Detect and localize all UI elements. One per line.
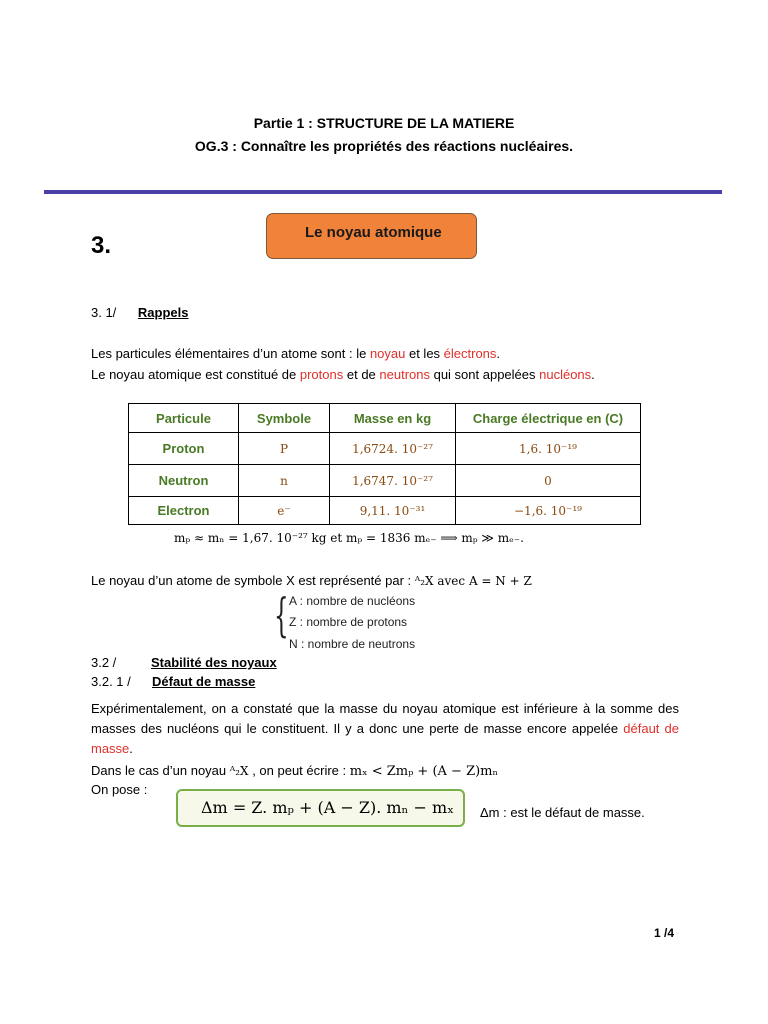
stabilite-heading	[91, 655, 277, 670]
table-cell: n	[239, 465, 330, 497]
legend-item: A : nombre de nucléons	[289, 594, 416, 608]
defaut-paragraph	[91, 699, 679, 759]
text-segment: Dans le cas d’un noyau	[91, 763, 230, 778]
text-segment: .	[591, 367, 595, 382]
legend-item: Z : nombre de protons	[289, 615, 408, 629]
rappels-title: Rappels	[137, 305, 189, 320]
stabilite-number: 3.2 /	[91, 655, 117, 670]
section-number: 3.	[91, 232, 112, 259]
text-segment: , on peut écrire :	[248, 763, 350, 778]
nuclide-symbol: ᴬ₂X avec A = N + Z	[414, 574, 532, 588]
brace-icon: {	[274, 588, 289, 642]
particles-table	[128, 403, 641, 525]
table-cell: P	[239, 433, 330, 465]
table-row	[129, 465, 641, 497]
inequality-line	[91, 763, 498, 779]
objective-title: OG.3 : Connaître les propriétés des réactions nucléaires.	[194, 138, 574, 154]
table-header: Masse en kg	[330, 404, 456, 433]
table-cell: 0	[456, 465, 641, 497]
text-segment: Les particules élémentaires d’un atome sont : le	[91, 346, 370, 361]
table-header: Charge électrique en (C)	[456, 404, 641, 433]
section-badge	[266, 213, 477, 259]
table-header: Particule	[129, 404, 239, 433]
table-cell: Proton	[129, 433, 239, 465]
on-pose: On pose :	[91, 782, 148, 797]
defaut-title: Défaut de masse	[152, 674, 256, 689]
text-segment: et de	[343, 367, 380, 382]
rappels-number: 3. 1/	[91, 305, 117, 320]
table-cell: 1,6724. 10⁻²⁷	[330, 433, 456, 465]
text-segment: et les	[405, 346, 444, 361]
table-header-row	[129, 404, 641, 433]
representation-line	[91, 573, 532, 588]
table-row	[129, 433, 641, 465]
table-cell: e⁻	[239, 497, 330, 525]
text-segment: .	[129, 741, 133, 756]
header-divider	[44, 190, 722, 194]
stabilite-title: Stabilité des noyaux	[151, 655, 277, 670]
table-cell: Electron	[129, 497, 239, 525]
text-segment: Expérimentalement, on a constaté que la masse du noyau atomique est inférieure à la somme des masses des nucléons qui le constituent. Il y a donc une perte de masse encore appelée	[91, 701, 679, 736]
table-cell: 1,6. 10⁻¹⁹	[456, 433, 641, 465]
defaut-heading	[91, 674, 256, 689]
mass-relation: mₚ ≈ mₙ = 1,67. 10⁻²⁷ kg et mₚ = 1836 mₑ₋ ⟹ mₚ ≫ mₑ₋.	[174, 531, 524, 545]
text-segment: Le noyau d’un atome de symbole X est représenté par :	[91, 573, 415, 588]
keyword-neutrons: neutrons	[379, 367, 430, 382]
text-segment: Le noyau atomique est constitué de	[91, 367, 300, 382]
table-cell: 9,11. 10⁻³¹	[330, 497, 456, 525]
keyword-electrons: électrons	[443, 346, 497, 361]
nuclide-symbol: ᴬ₂X	[229, 764, 249, 778]
table-row	[129, 497, 641, 525]
keyword-defaut-de-masse: défaut de masse	[91, 721, 679, 756]
inequality-formula: mₓ < Zmₚ + (A − Z)mₙ	[349, 764, 499, 779]
text-segment: .	[496, 346, 501, 361]
keyword-nucleons: nucléons	[539, 367, 592, 382]
rappels-heading	[91, 305, 189, 320]
keyword-protons: protons	[299, 367, 344, 382]
rappels-line-2	[91, 367, 595, 382]
part-title: Partie 1 : STRUCTURE DE LA MATIERE	[253, 115, 515, 131]
mass-defect-formula: Δm = Z. mₚ + (A − Z). mₙ − mₓ	[201, 798, 454, 817]
rappels-line-1	[91, 346, 500, 361]
legend-item: N : nombre de neutrons	[289, 637, 416, 651]
defaut-number: 3.2. 1 /	[91, 674, 131, 689]
mass-defect-formula-box	[176, 789, 465, 827]
table-cell: Neutron	[129, 465, 239, 497]
table-cell: −1,6. 10⁻¹⁹	[456, 497, 641, 525]
section-badge-label: Le noyau atomique	[305, 224, 442, 241]
text-segment: qui sont appelées	[429, 367, 540, 382]
mass-defect-note: Δm : est le défaut de masse.	[480, 805, 645, 820]
table-header: Symbole	[239, 404, 330, 433]
keyword-noyau: noyau	[369, 346, 406, 361]
page-number: 1 /4	[654, 926, 675, 940]
table-cell: 1,6747. 10⁻²⁷	[330, 465, 456, 497]
